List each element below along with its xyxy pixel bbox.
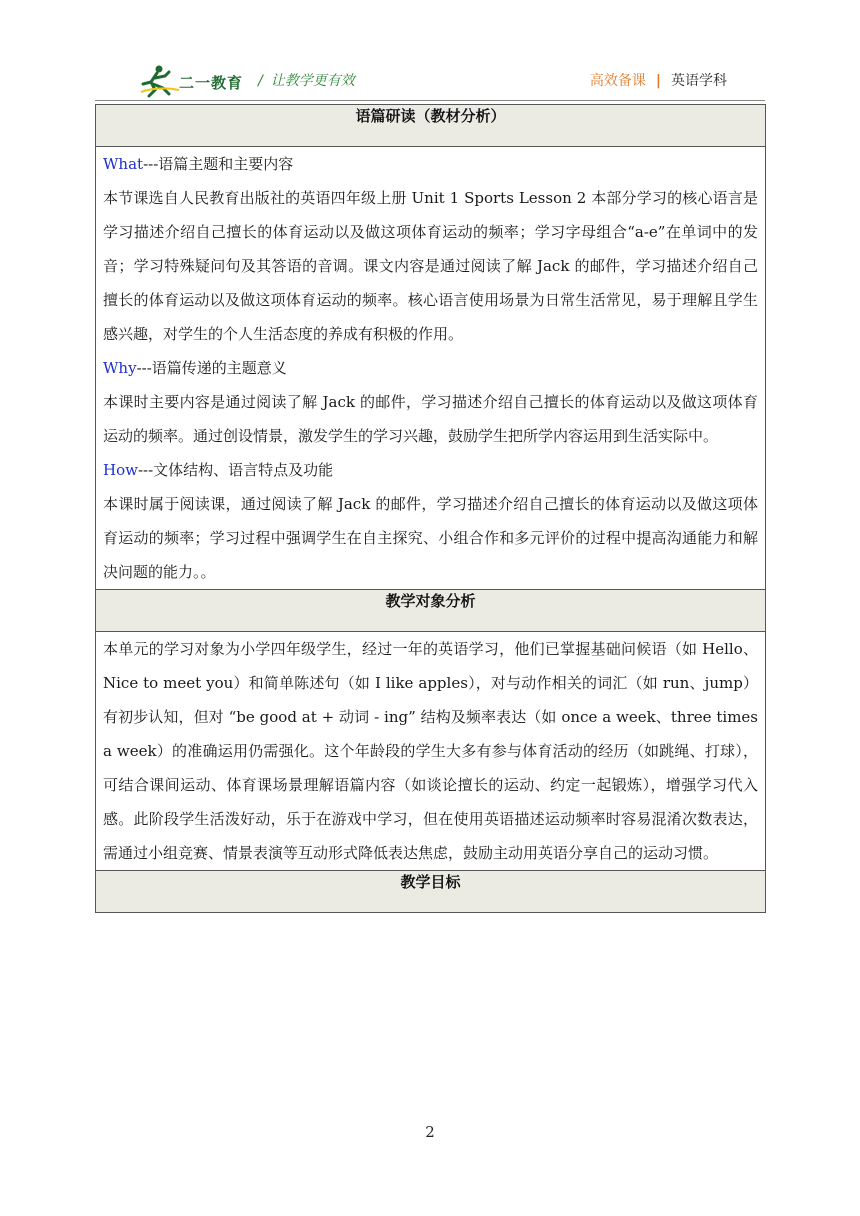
slogan: / 让教学更有效 [258,73,355,89]
section-heading-objectives: 教学目标 [96,871,766,913]
why-title: ---语篇传递的主题意义 [136,359,287,377]
what-title: ---语篇主题和主要内容 [143,155,294,173]
header-right [590,70,727,90]
lesson-table [95,104,766,913]
section-heading-analysis: 语篇研读（教材分析） [96,105,766,147]
page-header [95,62,765,98]
page-number: 2 [425,1123,435,1141]
section-heading-students: 教学对象分析 [96,590,766,632]
what-paragraph: 本节课选自人民教育出版社的英语四年级上册 Unit 1 Sports Lesson 2 本部分学习的核心语言是学习描述介绍自己擅长的体育运动以及做这项体育运动的频率；学习字母组合“a-e”在单词中的发音；学习特殊疑问句及其答语的音调。课文内容是通过阅读了解 Jack 的邮件，学习描述介绍自己擅长的体育运动以及做这项体育运动的频率。核心语言使用场景为日常生活常见，易于理解且学生感兴趣，对学生的个人生活态度的养成有积极的作用。 [103,189,758,343]
header-highlight: 高效备课 [589,73,646,89]
slogan-text: 让教学更有效 [270,73,355,89]
header-subject: 英语学科 [671,73,727,89]
what-label: What [103,155,144,173]
how-paragraph: 本课时属于阅读课，通过阅读了解 Jack 的邮件，学习描述介绍自己擅长的体育运动以及做这项体育运动的频率；学习过程中强调学生在自主探究、小组合作和多元评价的过程中提高沟通能力和解决问题的能力。。 [103,495,758,581]
analysis-cell [96,147,766,590]
why-label: Why [103,359,137,377]
how-title: ---文体结构、语言特点及功能 [137,461,334,479]
brand-name: 二一教育 [179,74,244,92]
students-cell [96,632,766,871]
what-heading [103,147,758,181]
how-heading [103,453,758,487]
students-paragraph: 本单元的学习对象为小学四年级学生，经过一年的英语学习，他们已掌握基础问候语（如 Hello、Nice to meet you）和简单陈述句（如 I like apples），对与动作相关的词汇（如 run、jump）有初步认知，但对 “be good at + 动词 - ing” 结构及频率表达（如 once a week、three times a week）的准确运用仍需强化。这个年龄段的学生大多有参与体育活动的经历（如跳绳、打球），可结合课间运动、体育课场景理解语篇内容（如谈论擅长的运动、约定一起锻炼），增强学习代入感。此阶段学生活泼好动，乐于在游戏中学习，但在使用英语描述运动频率时容易混淆次数表达，需通过小组竞赛、情景表演等互动形式降低表达焦虑，鼓励主动用英语分享自己的运动习惯。 [103,640,758,862]
why-paragraph: 本课时主要内容是通过阅读了解 Jack 的邮件，学习描述介绍自己擅长的体育运动以及做这项体育运动的频率。通过创设情景，激发学生的学习兴趣，鼓励学生把所学内容运用到生活实际中。 [103,393,758,445]
why-heading [103,351,758,385]
header-separator: | [655,73,661,89]
how-label: How [103,461,138,479]
header-divider [95,100,765,101]
